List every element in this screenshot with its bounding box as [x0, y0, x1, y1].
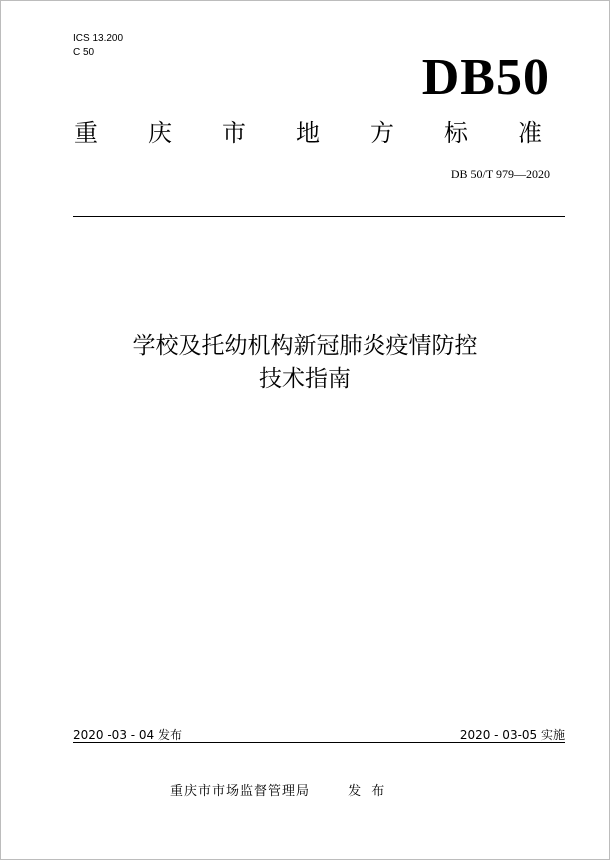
document-title: [0, 330, 610, 396]
title-line-1: 学校及托幼机构新冠肺炎疫情防控: [132, 333, 478, 359]
class-code: C 50: [73, 47, 95, 58]
ics-code: ICS 13.200: [73, 33, 124, 44]
standard-type-title: 重庆市地方标准: [74, 119, 592, 147]
issuer-row: [170, 783, 387, 801]
publish-date: 2020 -03 - 04 发布: [73, 728, 182, 742]
bottom-divider: [73, 742, 565, 743]
standard-number: DB 50/T 979—2020: [450, 167, 550, 181]
top-divider: [73, 216, 565, 217]
db-logo: DB50: [421, 49, 550, 106]
issuer-action: 发 布: [348, 784, 388, 799]
title-line-2: 技术指南: [259, 366, 351, 392]
classification-codes: [73, 32, 123, 60]
issuer-name: 重庆市市场监督管理局: [170, 784, 311, 799]
implement-date: 2020 - 03-05 实施: [459, 728, 565, 742]
